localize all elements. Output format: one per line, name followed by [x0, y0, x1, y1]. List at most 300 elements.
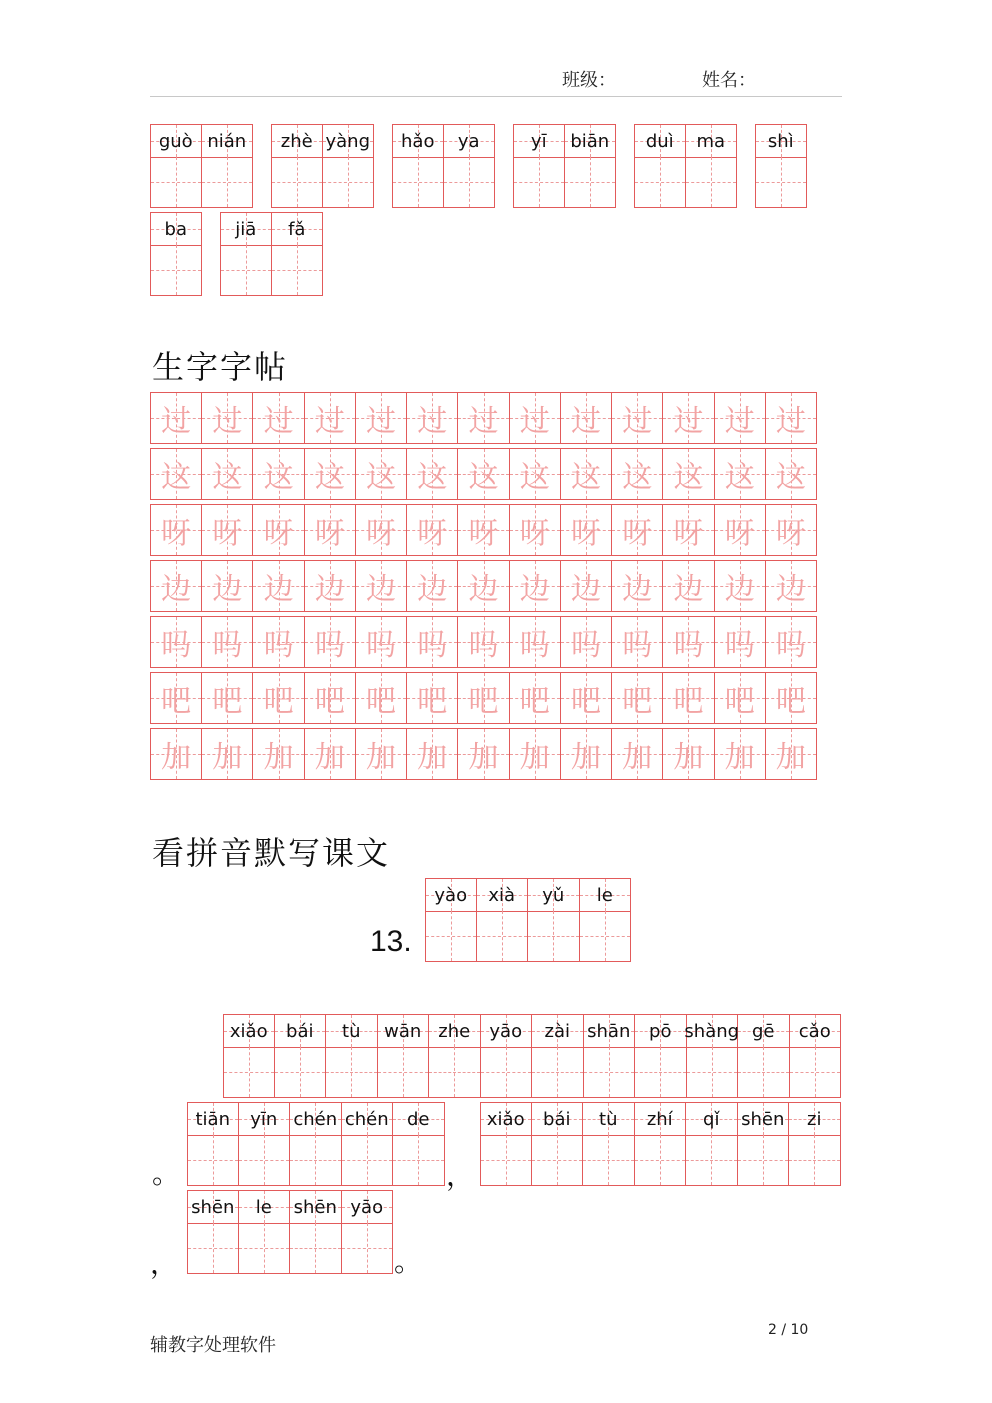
vocab-group: [271, 124, 374, 208]
pinyin: guò: [158, 130, 193, 152]
pinyin: zi: [807, 1108, 822, 1130]
vocab-group: [513, 124, 616, 208]
tracing-character: 呀: [314, 516, 345, 551]
tianzige-cell[interactable]: [290, 1190, 342, 1274]
pinyin: biān: [570, 130, 610, 152]
practice-cell[interactable]: [458, 560, 509, 612]
practice-cell[interactable]: [407, 616, 458, 668]
pinyin: yāo: [489, 1020, 523, 1042]
tracing-character: 吧: [263, 684, 294, 719]
pinyin: bái: [286, 1020, 314, 1042]
tianzige-cell[interactable]: [239, 1102, 291, 1186]
practice-cell[interactable]: [561, 504, 612, 556]
practice-cell[interactable]: [458, 392, 509, 444]
practice-cell[interactable]: [612, 728, 663, 780]
tracing-character: 这: [212, 460, 243, 495]
tianzige-cell[interactable]: [686, 1102, 738, 1186]
vocab-group: [634, 124, 737, 208]
tracing-character: 这: [314, 460, 345, 495]
pinyin: yào: [434, 884, 468, 906]
tracing-character: 吧: [673, 684, 704, 719]
tracing-character: 呀: [417, 516, 448, 551]
pinyin: nián: [207, 130, 247, 152]
tianzige-cell[interactable]: [150, 124, 202, 208]
pinyin: ya: [457, 130, 480, 152]
tracing-character: 边: [212, 572, 243, 607]
tracing-character: 边: [775, 572, 806, 607]
practice-cell[interactable]: [253, 448, 304, 500]
pinyin: yàng: [325, 130, 371, 152]
tracing-character: 这: [519, 460, 550, 495]
tracing-character: 边: [673, 572, 704, 607]
tracing-character: 过: [519, 404, 550, 439]
tracing-character: 吧: [570, 684, 601, 719]
tracing-character: 呀: [570, 516, 601, 551]
practice-cell[interactable]: [663, 504, 714, 556]
tracing-character: 加: [724, 740, 755, 775]
vocab-group: [392, 124, 495, 208]
punctuation-comma: ，: [446, 1159, 475, 1192]
practice-cell[interactable]: [202, 560, 253, 612]
vocab-group: [150, 212, 202, 296]
tracing-character: 加: [673, 740, 704, 775]
footer-software-name: 辅教字处理软件: [150, 1335, 276, 1356]
practice-cell[interactable]: [510, 616, 561, 668]
lesson-number: 13.: [370, 925, 412, 958]
practice-cell[interactable]: [253, 392, 304, 444]
tracing-character: 吧: [366, 684, 397, 719]
pinyin: shēn: [191, 1196, 235, 1218]
tracing-character: 吗: [468, 628, 499, 663]
practice-cell[interactable]: [202, 504, 253, 556]
practice-cell[interactable]: [458, 448, 509, 500]
tracing-character: 这: [161, 460, 192, 495]
tracing-character: 这: [673, 460, 704, 495]
practice-cell[interactable]: [356, 504, 407, 556]
punctuation-comma: ，: [150, 1247, 179, 1280]
tracing-character: 吗: [673, 628, 704, 663]
tracing-character: 吗: [212, 628, 243, 663]
tracing-character: 这: [263, 460, 294, 495]
tracing-character: 吧: [775, 684, 806, 719]
tracing-character: 吗: [622, 628, 653, 663]
practice-cell[interactable]: [407, 504, 458, 556]
pinyin: yīn: [250, 1108, 278, 1130]
tracing-character: 加: [519, 740, 550, 775]
practice-cell[interactable]: [715, 672, 766, 724]
practice-cell[interactable]: [150, 504, 202, 556]
tracing-character: 这: [417, 460, 448, 495]
tracing-character: 吧: [468, 684, 499, 719]
tianzige-cell[interactable]: [584, 1014, 636, 1098]
tianzige-cell[interactable]: [789, 1102, 841, 1186]
practice-row: [150, 560, 817, 612]
practice-cell[interactable]: [663, 672, 714, 724]
practice-cell[interactable]: [253, 560, 304, 612]
tracing-character: 呀: [161, 516, 192, 551]
tracing-character: 过: [775, 404, 806, 439]
pinyin: wān: [384, 1020, 422, 1042]
practice-cell[interactable]: [150, 672, 202, 724]
tracing-character: 吧: [314, 684, 345, 719]
practice-cell[interactable]: [202, 728, 253, 780]
practice-cell[interactable]: [766, 448, 817, 500]
header-divider: [150, 96, 842, 97]
practice-cell[interactable]: [663, 560, 714, 612]
tracing-character: 边: [417, 572, 448, 607]
practice-cell[interactable]: [458, 672, 509, 724]
pinyin: xiǎo: [229, 1020, 268, 1042]
tracing-character: 吗: [724, 628, 755, 663]
practice-cell[interactable]: [612, 560, 663, 612]
practice-cell[interactable]: [510, 504, 561, 556]
tracing-character: 边: [314, 572, 345, 607]
tracing-character: 边: [468, 572, 499, 607]
tracing-character: 吧: [212, 684, 243, 719]
tracing-character: 吗: [314, 628, 345, 663]
practice-cell[interactable]: [510, 560, 561, 612]
tracing-character: 这: [468, 460, 499, 495]
tracing-character: 吧: [161, 684, 192, 719]
tracing-character: 边: [263, 572, 294, 607]
tracing-character: 呀: [724, 516, 755, 551]
vocab-group: [755, 124, 807, 208]
pinyin: zhí: [646, 1108, 673, 1130]
practice-cell[interactable]: [356, 728, 407, 780]
tianzige-cell[interactable]: [755, 124, 807, 208]
practice-cell[interactable]: [305, 616, 356, 668]
tracing-character: 过: [314, 404, 345, 439]
tracing-character: 吗: [775, 628, 806, 663]
tianzige-cell[interactable]: [738, 1102, 790, 1186]
practice-cell[interactable]: [305, 392, 356, 444]
practice-cell[interactable]: [561, 560, 612, 612]
tianzige-cell[interactable]: [513, 124, 565, 208]
practice-cell[interactable]: [305, 448, 356, 500]
pinyin: fǎ: [288, 218, 306, 240]
tianzige-cell[interactable]: [393, 1102, 445, 1186]
practice-cell[interactable]: [510, 448, 561, 500]
practice-cell[interactable]: [458, 616, 509, 668]
tianzige-cell[interactable]: [565, 124, 617, 208]
tianzige-cell[interactable]: [202, 124, 254, 208]
tracing-character: 过: [468, 404, 499, 439]
practice-cell[interactable]: [150, 728, 202, 780]
tracing-character: 边: [570, 572, 601, 607]
practice-cell[interactable]: [612, 392, 663, 444]
practice-cell[interactable]: [561, 392, 612, 444]
tianzige-cell[interactable]: [635, 1102, 687, 1186]
pinyin: shān: [587, 1020, 631, 1042]
page-indicator: 2 / 10: [768, 1322, 809, 1338]
practice-cell[interactable]: [561, 448, 612, 500]
tianzige-cell[interactable]: [290, 1102, 342, 1186]
tracing-character: 边: [161, 572, 192, 607]
practice-cell[interactable]: [766, 616, 817, 668]
tracing-character: 过: [673, 404, 704, 439]
pinyin: gē: [752, 1020, 775, 1042]
practice-cell[interactable]: [663, 728, 714, 780]
tianzige-cell[interactable]: [323, 124, 375, 208]
dictation-line-2b: [480, 1102, 841, 1186]
practice-cell[interactable]: [766, 672, 817, 724]
tianzige-cell[interactable]: [634, 124, 686, 208]
tracing-character: 呀: [673, 516, 704, 551]
tracing-character: 吗: [519, 628, 550, 663]
tianzige-cell[interactable]: [342, 1190, 394, 1274]
dictation-line-3: [187, 1190, 393, 1274]
tianzige-cell[interactable]: [532, 1102, 584, 1186]
tracing-character: 吗: [161, 628, 192, 663]
tracing-character: 吧: [417, 684, 448, 719]
vocab-group: [150, 124, 253, 208]
tracing-character: 吧: [519, 684, 550, 719]
pinyin: le: [596, 884, 613, 906]
pinyin: zhe: [438, 1020, 471, 1042]
tracing-character: 过: [417, 404, 448, 439]
pinyin: xià: [488, 884, 516, 906]
practice-cell[interactable]: [202, 672, 253, 724]
practice-cell[interactable]: [407, 392, 458, 444]
tracing-character: 这: [570, 460, 601, 495]
tianzige-cell[interactable]: [583, 1102, 635, 1186]
tracing-character: 加: [775, 740, 806, 775]
practice-cell[interactable]: [253, 504, 304, 556]
practice-cell[interactable]: [612, 672, 663, 724]
tracing-character: 这: [724, 460, 755, 495]
dictation-line-1: [223, 1014, 841, 1098]
practice-cell[interactable]: [202, 392, 253, 444]
pinyin: chén: [293, 1108, 338, 1130]
tianzige-cell[interactable]: [444, 124, 496, 208]
tracing-character: 加: [570, 740, 601, 775]
tracing-character: 加: [263, 740, 294, 775]
pinyin: jiā: [235, 218, 257, 240]
tianzige-cell[interactable]: [686, 124, 738, 208]
tracing-character: 这: [775, 460, 806, 495]
tracing-character: 吧: [622, 684, 653, 719]
tianzige-cell[interactable]: [481, 1014, 533, 1098]
tracing-character: 加: [212, 740, 243, 775]
practice-cell[interactable]: [715, 392, 766, 444]
punctuation-period: 。: [394, 1245, 423, 1278]
practice-cell[interactable]: [253, 672, 304, 724]
tracing-character: 边: [366, 572, 397, 607]
practice-cell[interactable]: [202, 448, 253, 500]
practice-cell[interactable]: [561, 616, 612, 668]
tianzige-cell[interactable]: [220, 212, 272, 296]
punctuation-period: 。: [152, 1157, 181, 1190]
pinyin: yī: [530, 130, 547, 152]
practice-cell[interactable]: [612, 616, 663, 668]
vocab-group: [220, 212, 323, 296]
tracing-character: 这: [366, 460, 397, 495]
practice-cell[interactable]: [305, 728, 356, 780]
tracing-character: 过: [161, 404, 192, 439]
tianzige-cell[interactable]: [429, 1014, 481, 1098]
practice-cell[interactable]: [253, 728, 304, 780]
practice-cell[interactable]: [715, 448, 766, 500]
practice-cell[interactable]: [356, 672, 407, 724]
pinyin: duì: [645, 130, 674, 152]
practice-cell[interactable]: [510, 728, 561, 780]
tianzige-cell[interactable]: [187, 1102, 239, 1186]
dictation-line-2a: [187, 1102, 445, 1186]
tracing-character: 过: [724, 404, 755, 439]
pinyin: zhè: [280, 130, 313, 152]
tianzige-cell[interactable]: [239, 1190, 291, 1274]
practice-row: [150, 448, 817, 500]
practice-cell[interactable]: [561, 672, 612, 724]
practice-cell[interactable]: [150, 616, 202, 668]
practice-cell[interactable]: [407, 672, 458, 724]
tracing-character: 呀: [212, 516, 243, 551]
tracing-character: 呀: [622, 516, 653, 551]
tianzige-cell[interactable]: [425, 878, 477, 962]
pinyin: qǐ: [703, 1108, 720, 1130]
dictation-title: 看拼音默写课文: [152, 834, 391, 872]
practice-cell[interactable]: [305, 672, 356, 724]
tianzige-cell[interactable]: [477, 878, 529, 962]
pinyin: shēn: [293, 1196, 337, 1218]
pinyin: le: [255, 1196, 272, 1218]
practice-cell[interactable]: [766, 392, 817, 444]
practice-cell[interactable]: [305, 560, 356, 612]
tianzige-cell[interactable]: [684, 1014, 740, 1098]
practice-title: 生字字帖: [152, 348, 289, 386]
tracing-character: 加: [366, 740, 397, 775]
practice-cell[interactable]: [612, 448, 663, 500]
tracing-character: 吧: [724, 684, 755, 719]
pinyin: cǎo: [798, 1020, 831, 1042]
tracing-character: 吗: [263, 628, 294, 663]
practice-cell[interactable]: [356, 616, 407, 668]
tracing-character: 边: [519, 572, 550, 607]
name-label: 姓名：: [702, 70, 756, 91]
practice-row: [150, 672, 817, 724]
practice-cell[interactable]: [715, 616, 766, 668]
practice-cell[interactable]: [356, 560, 407, 612]
tianzige-cell[interactable]: [480, 1102, 532, 1186]
tianzige-cell[interactable]: [150, 212, 202, 296]
tracing-character: 呀: [468, 516, 499, 551]
tracing-character: 呀: [519, 516, 550, 551]
practice-cell[interactable]: [663, 392, 714, 444]
tracing-character: 这: [622, 460, 653, 495]
pinyin: bái: [543, 1108, 571, 1130]
tianzige-cell[interactable]: [528, 878, 580, 962]
practice-cell[interactable]: [663, 448, 714, 500]
tracing-character: 过: [212, 404, 243, 439]
tianzige-cell[interactable]: [187, 1190, 239, 1274]
practice-cell[interactable]: [253, 616, 304, 668]
tianzige-cell[interactable]: [342, 1102, 394, 1186]
pinyin: tù: [599, 1108, 618, 1130]
tianzige-cell[interactable]: [378, 1014, 430, 1098]
pinyin: ba: [164, 218, 187, 240]
tianzige-cell[interactable]: [223, 1014, 275, 1098]
tianzige-cell[interactable]: [326, 1014, 378, 1098]
pinyin: pō: [649, 1020, 672, 1042]
practice-cell[interactable]: [612, 504, 663, 556]
tianzige-cell[interactable]: [275, 1014, 327, 1098]
tracing-character: 呀: [263, 516, 294, 551]
practice-cell[interactable]: [561, 728, 612, 780]
tianzige-cell[interactable]: [580, 878, 632, 962]
practice-row: [150, 728, 817, 780]
practice-cell[interactable]: [715, 728, 766, 780]
practice-row: [150, 616, 817, 668]
practice-cell[interactable]: [150, 560, 202, 612]
tracing-character: 加: [161, 740, 192, 775]
pinyin: yāo: [350, 1196, 384, 1218]
practice-cell[interactable]: [458, 504, 509, 556]
practice-cell[interactable]: [458, 728, 509, 780]
tracing-character: 呀: [366, 516, 397, 551]
practice-cell[interactable]: [715, 560, 766, 612]
tianzige-cell[interactable]: [790, 1014, 842, 1098]
tracing-character: 过: [622, 404, 653, 439]
practice-cell[interactable]: [407, 560, 458, 612]
practice-cell[interactable]: [766, 560, 817, 612]
pinyin: hǎo: [401, 130, 435, 152]
practice-cell[interactable]: [356, 448, 407, 500]
tracing-character: 边: [724, 572, 755, 607]
practice-cell[interactable]: [305, 504, 356, 556]
practice-cell[interactable]: [150, 392, 202, 444]
practice-cell[interactable]: [766, 504, 817, 556]
tianzige-cell[interactable]: [635, 1014, 687, 1098]
pinyin: tù: [342, 1020, 361, 1042]
practice-cell[interactable]: [150, 448, 202, 500]
pinyin: shàng: [684, 1020, 740, 1042]
practice-cell[interactable]: [663, 616, 714, 668]
practice-cell[interactable]: [202, 616, 253, 668]
tracing-character: 加: [468, 740, 499, 775]
lesson-title-cells: [425, 878, 631, 962]
practice-cell[interactable]: [510, 392, 561, 444]
practice-cell[interactable]: [407, 728, 458, 780]
pinyin: ma: [696, 130, 726, 152]
tracing-character: 呀: [775, 516, 806, 551]
pinyin: de: [407, 1108, 430, 1130]
tracing-character: 吗: [570, 628, 601, 663]
pinyin: zài: [544, 1020, 570, 1042]
tianzige-cell[interactable]: [271, 124, 323, 208]
pinyin: xiǎo: [486, 1108, 525, 1130]
practice-cell[interactable]: [766, 728, 817, 780]
tracing-character: 过: [570, 404, 601, 439]
tianzige-cell[interactable]: [272, 212, 324, 296]
pinyin: tiān: [195, 1108, 230, 1130]
pinyin: shì: [767, 130, 794, 152]
class-label: 班级：: [562, 70, 616, 91]
tracing-character: 过: [263, 404, 294, 439]
tracing-character: 加: [622, 740, 653, 775]
practice-cell[interactable]: [356, 392, 407, 444]
tracing-character: 吗: [366, 628, 397, 663]
tianzige-cell[interactable]: [532, 1014, 584, 1098]
practice-cell[interactable]: [510, 672, 561, 724]
tianzige-cell[interactable]: [392, 124, 444, 208]
practice-cell[interactable]: [715, 504, 766, 556]
practice-row: [150, 504, 817, 556]
tianzige-cell[interactable]: [738, 1014, 790, 1098]
practice-cell[interactable]: [407, 448, 458, 500]
practice-row: [150, 392, 817, 444]
tracing-character: 加: [417, 740, 448, 775]
tracing-character: 加: [314, 740, 345, 775]
